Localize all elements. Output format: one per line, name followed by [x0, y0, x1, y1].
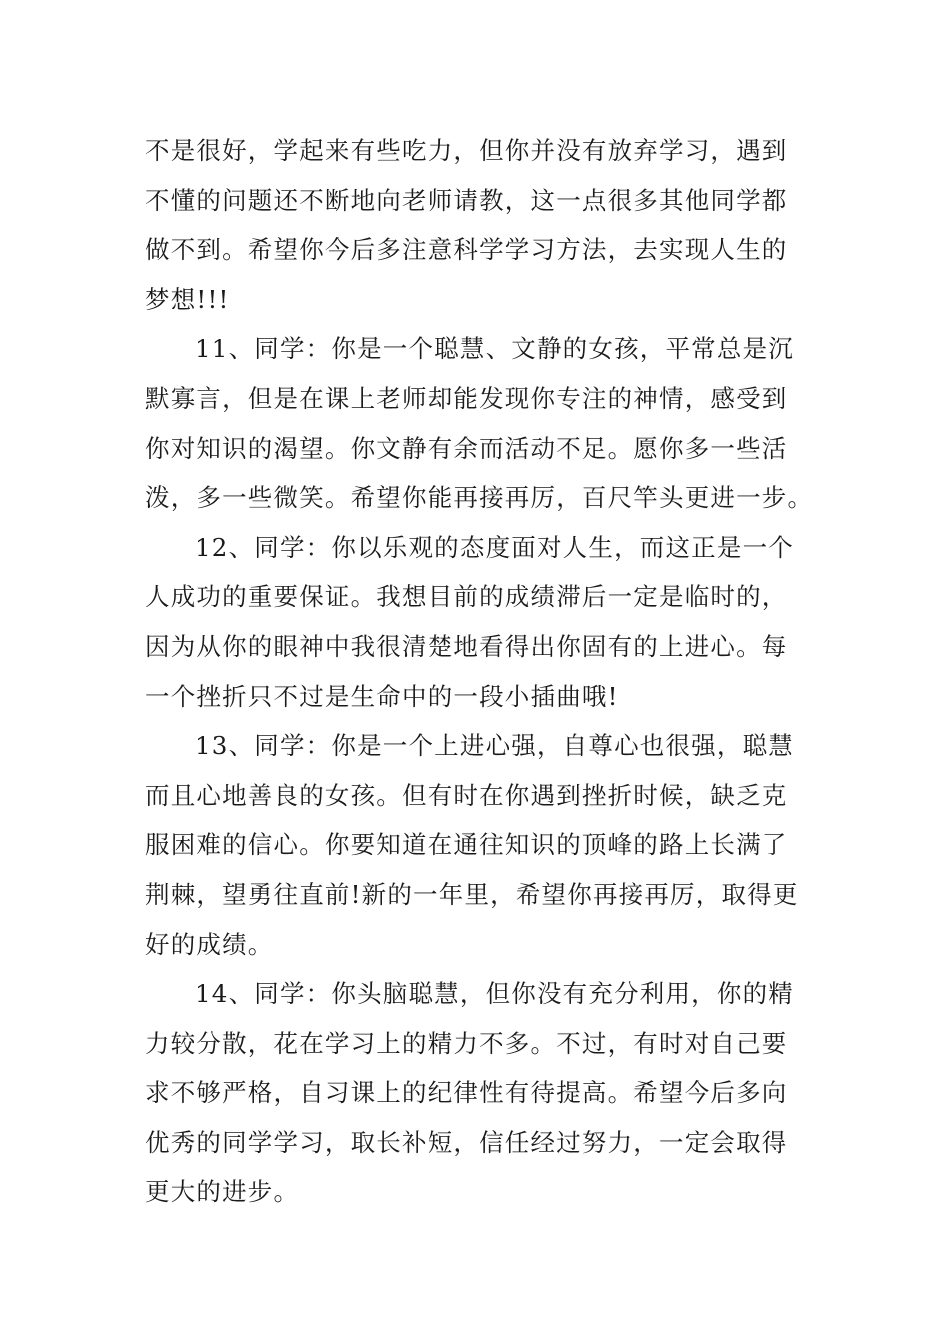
text-line: 优秀的同学学习，取长补短，信任经过努力，一定会取得: [145, 1127, 788, 1157]
text-line: 荆棘，望勇往直前!新的一年里，希望你再接再厉，取得更: [145, 879, 799, 909]
text-line: 梦想!!!: [145, 284, 230, 314]
text-line: 人成功的重要保证。我想目前的成绩滞后一定是临时的，: [145, 582, 788, 612]
text-line: 11、同学：你是一个聪慧、文静的女孩，平常总是沉: [195, 334, 794, 364]
text-line: 好的成绩。: [145, 929, 274, 959]
text-line: 一个挫折只不过是生命中的一段小插曲哦!: [145, 681, 619, 711]
text-line: 做不到。希望你今后多注意科学学习方法，去实现人生的: [145, 235, 788, 265]
paragraph-comment-13: [145, 721, 809, 969]
text-line: 因为从你的眼神中我很清楚地看得出你固有的上进心。每: [145, 631, 788, 661]
text-line: 泼，多一些微笑。希望你能再接再厉，百尺竿头更进一步。: [145, 483, 814, 513]
text-line: 求不够严格，自习课上的纪律性有待提高。希望今后多向: [145, 1078, 788, 1108]
text-line: 不懂的问题还不断地向老师请教，这一点很多其他同学都: [145, 185, 788, 215]
text-line: 不是很好，学起来有些吃力，但你并没有放弃学习，遇到: [145, 136, 788, 165]
paragraph-continuation: [145, 126, 809, 324]
text-line: 更大的进步。: [145, 1177, 300, 1207]
document-body: [145, 126, 814, 1217]
text-line: 12、同学：你以乐观的态度面对人生，而这正是一个: [195, 532, 794, 562]
paragraph-comment-11: [145, 324, 814, 522]
paragraph-comment-14: [145, 969, 809, 1217]
text-line: 13、同学：你是一个上进心强，自尊心也很强，聪慧: [195, 731, 794, 761]
paragraph-comment-12: [145, 523, 809, 721]
text-line: 而且心地善良的女孩。但有时在你遇到挫折时候，缺乏克: [145, 780, 788, 810]
text-line: 服困难的信心。你要知道在通往知识的顶峰的路上长满了: [145, 830, 788, 860]
text-line: 你对知识的渴望。你文静有余而活动不足。愿你多一些活: [145, 433, 788, 463]
text-line: 默寡言，但是在课上老师却能发现你专注的神情，感受到: [145, 383, 788, 413]
text-line: 力较分散，花在学习上的精力不多。不过，有时对自己要: [145, 1028, 788, 1058]
text-line: 14、同学：你头脑聪慧，但你没有充分利用，你的精: [195, 979, 794, 1009]
